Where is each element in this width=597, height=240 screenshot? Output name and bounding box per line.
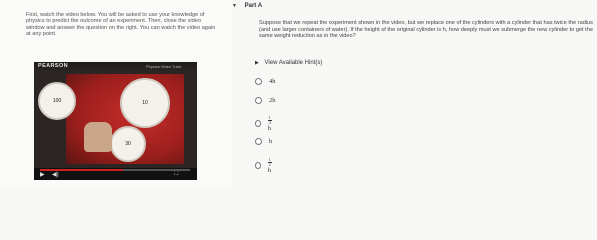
progress-fill bbox=[40, 169, 123, 171]
video-panel bbox=[0, 0, 232, 189]
fraction-numerator: 1 bbox=[268, 157, 271, 162]
option-label bbox=[268, 158, 274, 174]
option-half-h[interactable] bbox=[255, 158, 274, 174]
part-label: Part A bbox=[244, 3, 263, 9]
radio-button[interactable] bbox=[255, 120, 261, 127]
pearson-logo: PEARSON bbox=[38, 63, 68, 69]
option-h[interactable] bbox=[255, 138, 272, 145]
scale-label: 10 bbox=[142, 100, 148, 106]
radio-button[interactable] bbox=[255, 162, 261, 169]
video-player[interactable] bbox=[34, 62, 197, 180]
spring-scale-bottom bbox=[110, 126, 146, 162]
fullscreen-icon[interactable]: ⛶ bbox=[174, 171, 179, 177]
fraction-denominator: 4 bbox=[268, 119, 271, 125]
hints-label: View Available Hint(s) bbox=[264, 60, 323, 66]
video-topbar bbox=[34, 62, 197, 72]
collapse-caret-icon[interactable]: ▼ bbox=[232, 3, 237, 9]
fraction bbox=[268, 116, 272, 125]
part-a-header[interactable] bbox=[232, 3, 262, 9]
fraction-numerator: 1 bbox=[268, 115, 271, 120]
intro-text: First, watch the video below. You will be asked to use your knowledge of physics to predict the outcome of an experiment. Then, close the video window and answer the question on the right. You can watch the video again at any point. bbox=[26, 12, 216, 37]
fraction-denominator: 2 bbox=[268, 161, 271, 167]
fraction bbox=[268, 158, 272, 167]
option-2h[interactable] bbox=[255, 97, 276, 104]
radio-button[interactable] bbox=[255, 97, 262, 104]
option-4h[interactable] bbox=[255, 78, 276, 85]
view-hints-link[interactable] bbox=[255, 60, 322, 66]
option-quarter-h[interactable] bbox=[255, 116, 274, 132]
option-label: 2h bbox=[269, 97, 276, 104]
expand-arrow-icon: ▶ bbox=[255, 60, 259, 66]
video-progress-bar[interactable] bbox=[40, 169, 190, 171]
video-channel-title: Physics Video Tutor bbox=[146, 64, 182, 69]
spring-scale-left bbox=[38, 82, 76, 120]
scale-label: 30 bbox=[125, 141, 131, 147]
fraction-variable: h bbox=[267, 166, 272, 174]
option-label: h bbox=[269, 138, 273, 145]
scale-label: 100 bbox=[52, 98, 62, 104]
option-label bbox=[268, 116, 274, 132]
hand-image bbox=[84, 122, 112, 152]
radio-button[interactable] bbox=[255, 78, 262, 85]
play-icon[interactable]: ▶ bbox=[40, 172, 45, 178]
question-text: Suppose that we repeat the experiment shown in the video, but we replace one of the cylinders with a cylinder that has twice the radius (and use larger containers of water). If the height of the original cylinder is h, how deeply must we submerge the new cylinder to get the same weight reduction as in the video? bbox=[259, 20, 593, 40]
radio-button[interactable] bbox=[255, 138, 262, 145]
volume-icon[interactable]: ◀) bbox=[52, 172, 59, 178]
option-label: 4h bbox=[269, 78, 276, 85]
fraction-variable: h bbox=[267, 124, 272, 132]
spring-scale-right bbox=[120, 78, 170, 128]
